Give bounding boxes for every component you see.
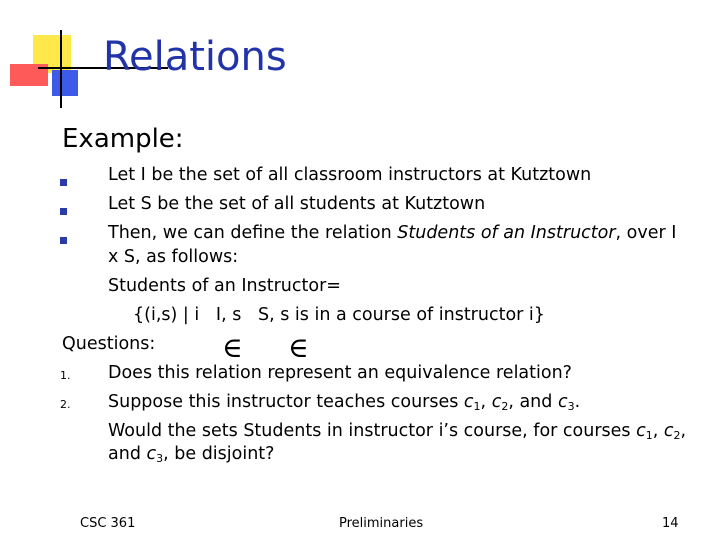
question-2: Suppose this instructor teaches courses $c_1$, $c_2$, and $c_3$. [108, 392, 581, 413]
bullet-icon [60, 179, 67, 186]
bullet3-line3: Students of an Instructor= [108, 276, 341, 296]
element-of-symbol: ∈ [222, 331, 243, 364]
relation-name: Students of an Instructor [397, 223, 616, 243]
bullet3-line2: x S, as follows: [108, 247, 239, 267]
bullet-icon [60, 237, 67, 244]
bullet-text-2: Let S be the set of all students at Kutztown [108, 194, 486, 214]
footer-course: CSC 361 [80, 516, 136, 531]
page-number: 14 [662, 516, 679, 531]
bullet3-after: , over I [615, 223, 677, 243]
example-heading: Example: [62, 124, 184, 154]
questions-label: Questions: [62, 334, 156, 354]
bullet-icon [60, 208, 67, 215]
bullet-text-3 [108, 223, 676, 243]
decor-blue-square [52, 70, 78, 96]
question-1: Does this relation represent an equivalence relation? [108, 363, 572, 383]
element-of-symbol: ∈ [288, 331, 309, 364]
slide-title: Relations [103, 34, 287, 80]
footer-topic: Preliminaries [339, 516, 424, 531]
bullet-text-1: Let I be the set of all classroom instructors at Kutztown [108, 165, 592, 185]
bullet3-before: Then, we can define the relation [108, 223, 398, 243]
question-number: 1. [60, 369, 71, 382]
question-2-followup-line2: and $c_3$, be disjoint? [108, 444, 275, 465]
question-number: 2. [60, 398, 71, 411]
decor-vertical-line [60, 30, 62, 108]
set-definition: {(i,s) | i I, s S, s is in a course of instructor i} [133, 305, 545, 325]
question-2-followup-line1: Would the sets Students in instructor i’s course, for courses $c_1$, $c_2$, [108, 421, 687, 442]
